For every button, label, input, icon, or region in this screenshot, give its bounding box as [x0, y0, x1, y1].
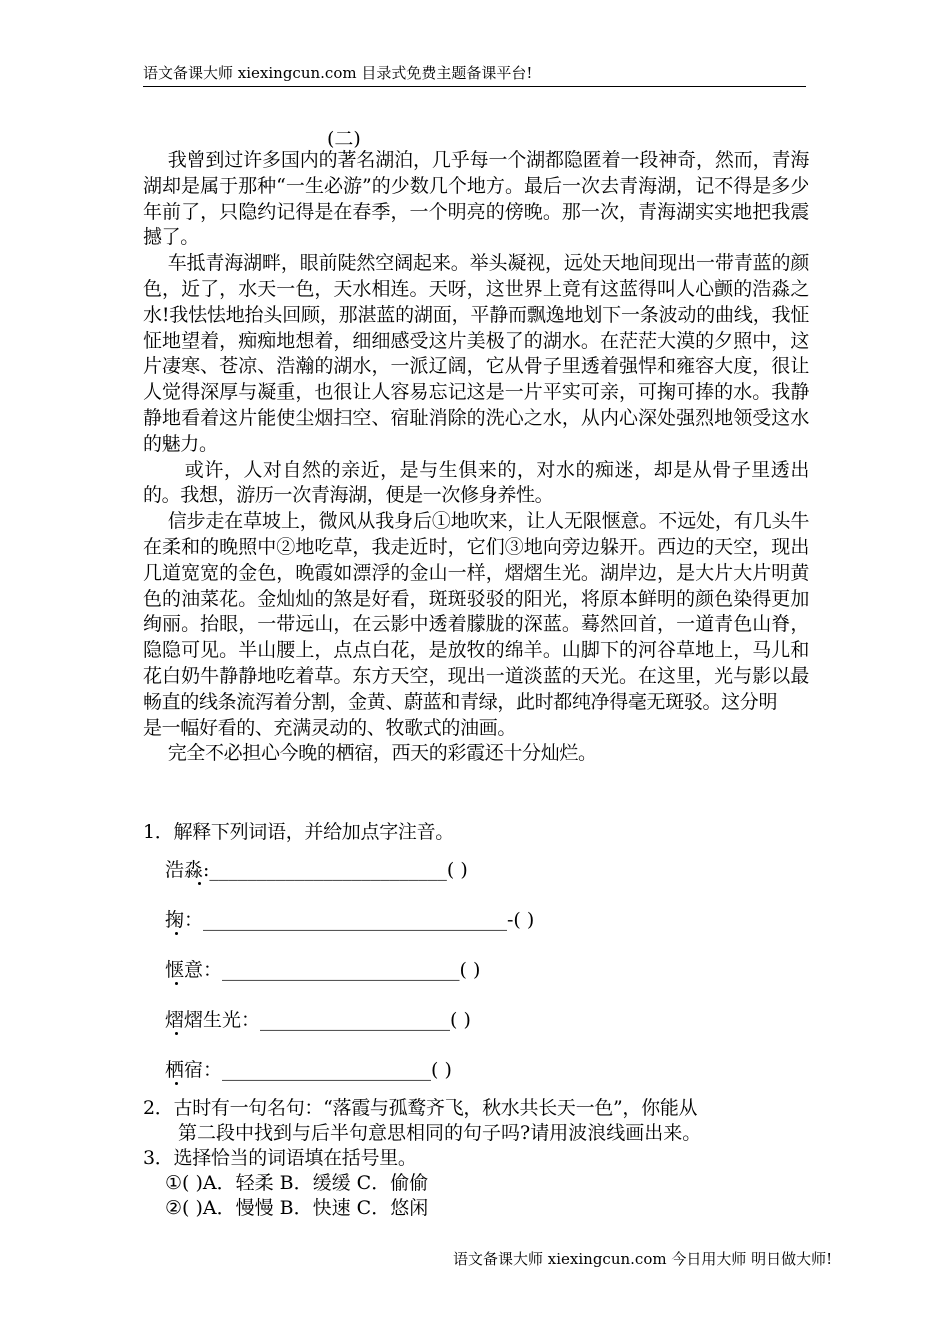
emphasis-dot [175, 982, 178, 985]
vocab-item-5: 栖宿：______________________( ) [165, 1059, 452, 1081]
emphasis-dot [175, 932, 178, 935]
page-header: 语文备课大师 xiexingcun.com 目录式免费主题备课平台! [143, 64, 533, 82]
passage-paragraph-4-cont: 是一幅好看的、充满灵动的、牧歌式的油画。 [143, 716, 517, 739]
vocab-item-3: 惬意：_________________________( ) [165, 959, 481, 981]
passage-paragraph-4: 信步走在草坡上，微风从我身后①地吹来，让人无限惬意。不远处，有几头牛在柔和的晚照中②地吃草，我走近时，它们③地向旁边躲开。西边的天空，现出几道宽宽的金色，晚霞如漂浮的金山一样，熠熠生光。湖岸边，是大片大片明黄色的油菜花。金灿灿的煞是好看，斑斑驳驳的阳光，将原本鲜明的颜色染得更加绚丽。抬眼，一带远山，在云影中透着朦胧的深蓝。蓦然回首，一道青色山脊，隐隐可见。半山腰上，点点白花，是放牧的绵羊。山脚下的河谷草地上，马儿和花白奶牛静静地吃着草。东方天空，现出一道淡蓝的天光。在这里，光与影以最畅直的线条流泻着分割，金黄、蔚蓝和青绿，此时都纯净得毫无斑驳。这分明 [143, 510, 809, 713]
reading-passage [143, 148, 809, 767]
emphasis-dot [175, 1032, 178, 1035]
vocab-item-1: 浩淼:_________________________( ) [165, 859, 468, 881]
emphasis-dot [198, 882, 201, 885]
passage-paragraph-2: 车抵青海湖畔，眼前陡然空阔起来。举头凝视，远处天地间现出一带青蓝的颜色，近了，水天一色，天水相连。天呀，这世界上竟有这蓝得叫人心颤的浩淼之水!我怯怯地抬头回顾，那湛蓝的湖面，平静而飘逸地划下一条波动的曲线，我怔怔地望着，痴痴地想着，细细感受这片美极了的湖水。在茫茫大漠的夕照中，这片凄寒、苍凉、浩瀚的湖水，一派辽阔，它从骨子里透着强悍和雍容大度，很让人觉得深厚与凝重，也很让人容易忘记这是一片平实可亲，可掬可捧的水。我静静地看着这片能使尘烟扫空、宿耻消除的洗心之水，从内心深处强烈地领受这水的魅力。 [143, 252, 809, 455]
header-divider [143, 86, 806, 87]
passage-paragraph-5: 完全不必担心今晚的栖宿，西天的彩霞还十分灿烂。 [167, 742, 597, 765]
question-2: 2．古时有一句名句：“落霞与孤鹜齐飞，秋水共长天一色”，你能从 [143, 1097, 698, 1119]
page-footer: 语文备课大师 xiexingcun.com 今日用大师 明日做大师! [453, 1250, 833, 1268]
question-2-cont: 第二段中找到与后半句意思相同的句子吗?请用波浪线画出来。 [178, 1122, 702, 1144]
vocab-item-2: 掬：________________________________-( ) [165, 909, 535, 931]
section-title: (二) [327, 128, 361, 150]
passage-paragraph-3: 或许，人对自然的亲近，是与生俱来的，对水的痴迷，却是从骨子里透出的。我想，游历一次青海湖，便是一次修身养性。 [143, 458, 809, 507]
question-1: 1．解释下列词语，并给加点字注音。 [143, 821, 454, 843]
passage-paragraph-1: 我曾到过许多国内的著名湖泊，几乎每一个湖都隐匿着一段神奇，然而，青海湖却是属于那种“一生必游”的少数几个地方。最后一次去青海湖，记不得是多少年前了，只隐约记得是在春季，一个明亮的傍晚。那一次，青海湖实实地把我震撼了。 [143, 149, 809, 249]
emphasis-dot [175, 1082, 178, 1085]
choice-row-2: ②( )A．慢慢 B．快速 C．悠闲 [165, 1197, 429, 1219]
vocab-item-4: 熠熠生光：____________________( ) [165, 1009, 471, 1031]
question-3: 3．选择恰当的词语填在括号里。 [143, 1147, 417, 1169]
choice-row-1: ①( )A．轻柔 B．缓缓 C．偷偷 [165, 1172, 429, 1194]
